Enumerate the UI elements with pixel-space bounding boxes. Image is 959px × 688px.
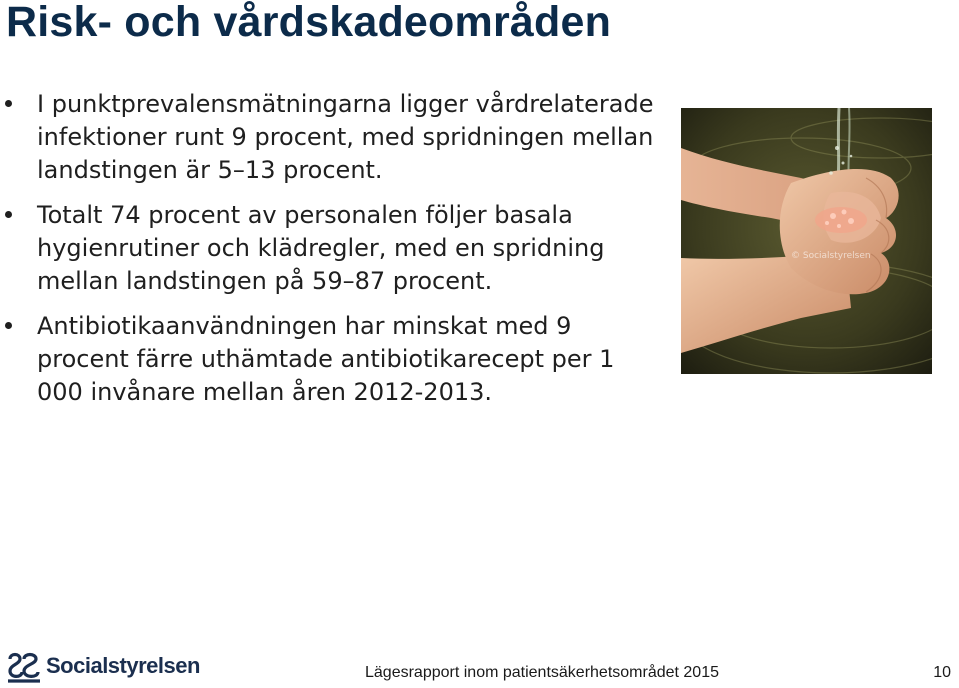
bullet-text: Antibiotikaanvändningen har minskat med 9 procent färre uthämtade antibiotikarecept per 1 000 invånare mellan åren 2012-2013. xyxy=(37,312,615,406)
socialstyrelsen-logo xyxy=(6,651,206,683)
bullet-list xyxy=(0,88,660,421)
logo-text: Socialstyrelsen xyxy=(46,653,200,678)
bullet-item xyxy=(0,88,660,187)
logo-mark-icon xyxy=(6,651,42,683)
photo-illustration xyxy=(681,108,932,374)
photo-watermark: © Socialstyrelsen xyxy=(791,251,871,261)
bullet-item xyxy=(0,310,660,409)
page-number: 10 xyxy=(933,664,951,681)
footer-report-text: Lägesrapport inom patientsäkerhetsområdet 2015 xyxy=(365,664,719,681)
bullet-dot-icon xyxy=(5,322,12,329)
bullet-dot-icon xyxy=(5,100,12,107)
bullet-text: Totalt 74 procent av personalen följer basala hygienrutiner och klädregler, med en spridning mellan landstingen på 59–87 procent. xyxy=(37,201,605,295)
hands-water-photo xyxy=(681,108,932,374)
bullet-dot-icon xyxy=(5,211,12,218)
bullet-item xyxy=(0,199,660,298)
bullet-text: I punktprevalensmätningarna ligger vårdrelaterade infektioner runt 9 procent, med spridningen mellan landstingen är 5–13 procent. xyxy=(37,90,654,184)
slide-title: Risk- och vårdskadeområden xyxy=(6,0,612,46)
